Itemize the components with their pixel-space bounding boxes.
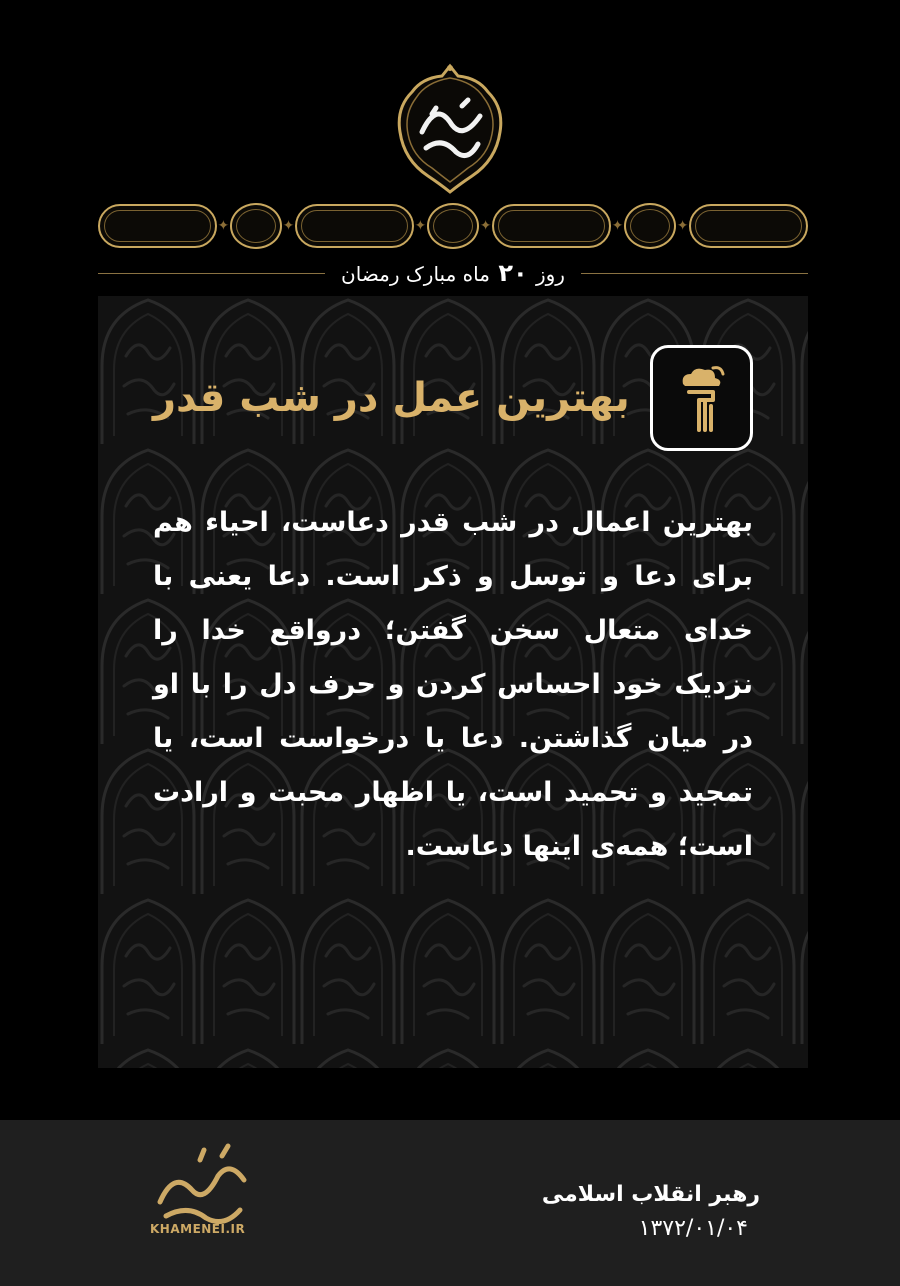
- ornament-icon: ✦: [676, 218, 689, 234]
- divider-line: [98, 273, 325, 274]
- speaker-name: رهبر انقلاب اسلامی: [541, 1182, 760, 1207]
- figure-with-cloud-icon: [650, 345, 753, 451]
- day-label: [325, 259, 581, 287]
- ornament-icon: ✦: [611, 218, 624, 234]
- day-number: ۲۰: [498, 259, 528, 287]
- wahdatushr-emblem-icon: [98, 204, 217, 248]
- day-separator: [98, 258, 808, 288]
- wahdatushr-emblem-icon: [492, 204, 611, 248]
- bahar-manaviyat-logo-icon: [392, 62, 508, 194]
- day-prefix: روز: [535, 262, 565, 286]
- allah-round-emblem-icon: [624, 203, 676, 249]
- ornament-icon: ✦: [479, 218, 492, 234]
- emblem-row: [98, 200, 808, 252]
- wahdatushr-emblem-icon: [295, 204, 414, 248]
- ornament-icon: ✦: [217, 218, 230, 234]
- heading: [153, 344, 753, 452]
- vafq-e-mahar-logo-icon: [140, 1140, 270, 1270]
- footer-brand: KHAMENEI.IR: [150, 1222, 246, 1236]
- divider-line: [581, 273, 808, 274]
- card-title: بهترین عمل در شب قدر: [153, 375, 630, 421]
- day-suffix: ماه مبارک رمضان: [341, 262, 490, 286]
- allah-round-emblem-icon: [230, 203, 282, 249]
- card-body: بهترین اعمال در شب قدر دعاست، احیاء هم برای دعا و توسل و ذکر است. دعا یعنی با خدای متعال سخن گفتن؛ درواقع خدا را نزدیک خود احساس کردن و حرف دل را با او در میان گذاشتن. دعا یا درخواست است، یا تمجید و تحمید است، یا اظهار محبت و ارادت است؛ همه‌ی اینها دعاست.: [153, 507, 753, 862]
- content-panel: [98, 296, 808, 1068]
- ornament-icon: ✦: [282, 218, 295, 234]
- wahdatushr-emblem-icon: [689, 204, 808, 248]
- footer: [0, 1120, 900, 1286]
- allah-round-emblem-icon: [427, 203, 479, 249]
- ornament-icon: ✦: [414, 218, 427, 234]
- speech-date: ۱۳۷۲/۰۱/۰۴: [638, 1216, 748, 1241]
